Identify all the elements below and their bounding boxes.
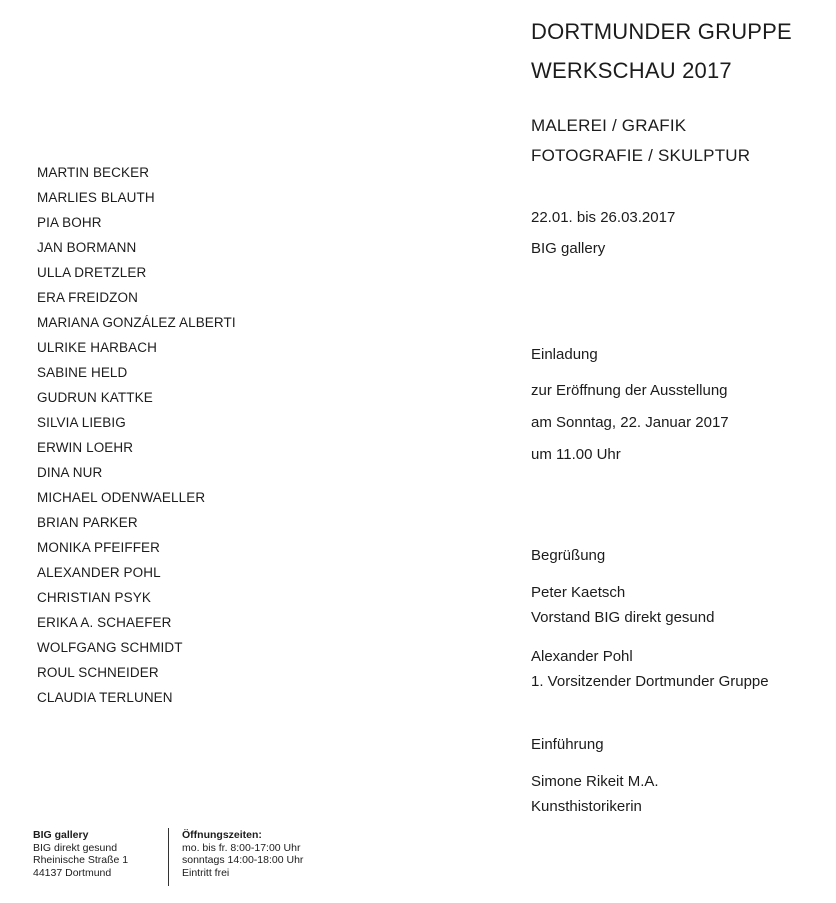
speaker-name: Simone Rikeit M.A. — [531, 773, 659, 790]
invitation-line: am Sonntag, 22. Januar 2017 — [531, 414, 729, 431]
artist-name: BRIAN PARKER — [37, 515, 138, 530]
speaker-role: Kunsthistorikerin — [531, 798, 642, 815]
category-photo-sculpture: FOTOGRAFIE / SKULPTUR — [531, 146, 751, 165]
introduction-heading: Einführung — [531, 736, 604, 753]
artist-name: GUDRUN KATTKE — [37, 390, 153, 405]
speaker-name: Peter Kaetsch — [531, 584, 626, 601]
footer-street: Rheinische Straße 1 — [33, 854, 129, 866]
artist-name: PIA BOHR — [37, 215, 102, 230]
hours-weekday: mo. bis fr. 8:00-17:00 Uhr — [182, 841, 301, 854]
invitation-heading: Einladung — [531, 346, 598, 363]
invitation-time: um 11.00 Uhr — [531, 446, 621, 463]
artist-name: CLAUDIA TERLUNEN — [37, 690, 173, 705]
artist-name: SILVIA LIEBIG — [37, 415, 126, 430]
speaker-role: Vorstand BIG direkt gesund — [531, 609, 715, 626]
artist-name: DINA NUR — [37, 465, 103, 480]
artist-name: JAN BORMANN — [37, 240, 137, 255]
speaker-role: 1. Vorsitzender Dortmunder Gruppe — [531, 673, 769, 690]
artist-name: ULLA DRETZLER — [37, 265, 147, 280]
footer-city: 44137 Dortmund — [33, 866, 112, 879]
exhibition-subtitle: WERKSCHAU 2017 — [531, 58, 732, 83]
footer-venue-name: BIG gallery — [33, 829, 89, 841]
category-painting-graphics: MALEREI / GRAFIK — [531, 116, 687, 135]
exhibition-title: DORTMUNDER GRUPPE — [531, 19, 792, 44]
invitation-line: zur Eröffnung der Ausstellung — [531, 382, 728, 399]
artist-name: SABINE HELD — [37, 365, 128, 380]
artist-name: MICHAEL ODENWAELLER — [37, 490, 206, 505]
opening-hours — [182, 829, 303, 879]
admission-info: Eintritt frei — [182, 866, 230, 879]
exhibition-dates: 22.01. bis 26.03.2017 — [531, 209, 676, 226]
artist-name: ULRIKE HARBACH — [37, 340, 157, 355]
footer-venue-line: BIG direkt gesund — [33, 841, 118, 854]
artist-name: MARLIES BLAUTH — [37, 190, 155, 205]
artist-name: ERWIN LOEHR — [37, 440, 134, 455]
speaker-name: Alexander Pohl — [531, 648, 633, 665]
artist-name: MARIANA GONZÁLEZ ALBERTI — [37, 315, 236, 330]
artist-name: MARTIN BECKER — [37, 165, 150, 180]
artist-name: ERA FREIDZON — [37, 290, 138, 305]
greeting-heading: Begrüßung — [531, 547, 606, 564]
artist-name: ERIKA A. SCHAEFER — [37, 615, 172, 630]
artist-name: MONIKA PFEIFFER — [37, 540, 161, 555]
artist-name: ALEXANDER POHL — [37, 565, 161, 580]
artist-name: ROUL SCHNEIDER — [37, 665, 159, 680]
artist-name: WOLFGANG SCHMIDT — [37, 640, 183, 655]
hours-heading: Öffnungszeiten: — [182, 829, 262, 841]
venue-address — [33, 829, 128, 879]
footer-divider — [168, 828, 169, 886]
hours-sunday: sonntags 14:00-18:00 Uhr — [182, 854, 304, 866]
venue-name: BIG gallery — [531, 240, 606, 257]
artist-name: CHRISTIAN PSYK — [37, 590, 151, 605]
artist-list — [37, 163, 236, 713]
